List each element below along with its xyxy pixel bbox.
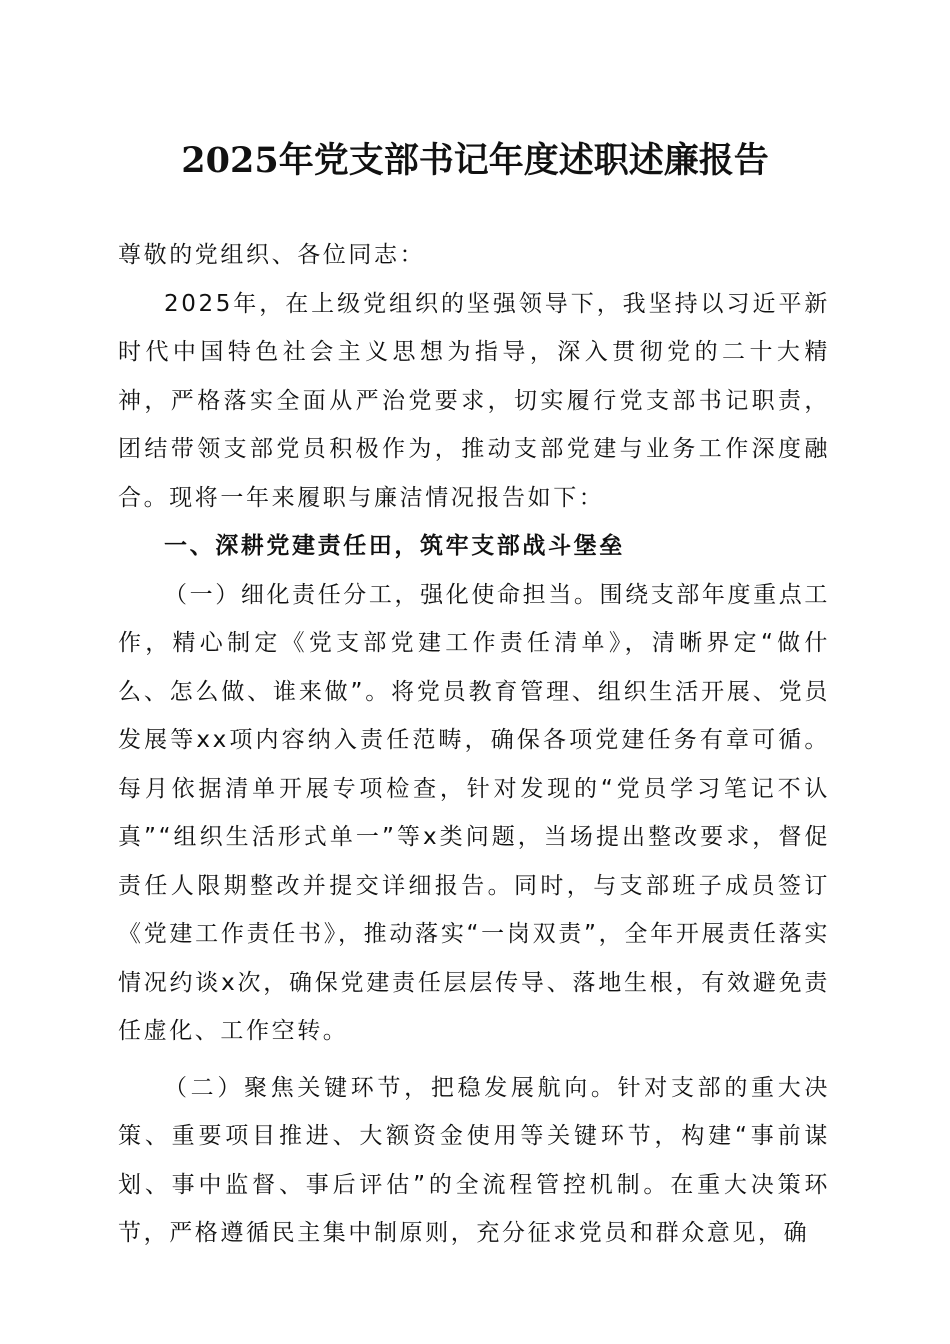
section-1-item-1: （一）细化责任分工，强化使命担当。围绕支部年度重点工作，精心制定《党支部党建工作责任清单》，清晰界定“做什么、怎么做、谁来做”。将党员教育管理、组织生活开展、党员发展等xx项内容纳入责任范畴，确保各项党建任务有章可循。每月依据清单开展专项检查，针对发现的“党员学习笔记不认真”“组织生活形式单一”等x类问题，当场提出整改要求，督促责任人限期整改并提交详细报告。同时，与支部班子成员签订《党建工作责任书》，推动落实“一岗双责”，全年开展责任落实情况约谈x次，确保党建责任层层传导、落地生根，有效避免责任虚化、工作空转。 <box>118 581 830 1044</box>
section-1-item-2: （二）聚焦关键环节，把稳发展航向。针对支部的重大决策、重要项目推进、大额资金使用等关键环节，构建“事前谋划、事中监督、事后评估”的全流程管控机制。在重大决策环节，严格遵循民主集中制原则，充分征求党员和群众意见，确 <box>118 1074 830 1246</box>
salutation: 尊敬的党组织、各位同志： <box>118 242 426 268</box>
document-body <box>118 231 830 1258</box>
document-title: 2025年党支部书记年度述职述廉报告 <box>181 140 769 181</box>
section-1-heading: 一、深耕党建责任田，筑牢支部战斗堡垒 <box>164 533 625 559</box>
intro-paragraph: 2025年，在上级党组织的坚强领导下，我坚持以习近平新时代中国特色社会主义思想为指导，深入贯彻党的二十大精神，严格落实全面从严治党要求，切实履行党支部书记职责，团结带领支部党员积极作为，推动支部党建与业务工作深度融合。现将一年来履职与廉洁情况报告如下： <box>118 290 830 511</box>
